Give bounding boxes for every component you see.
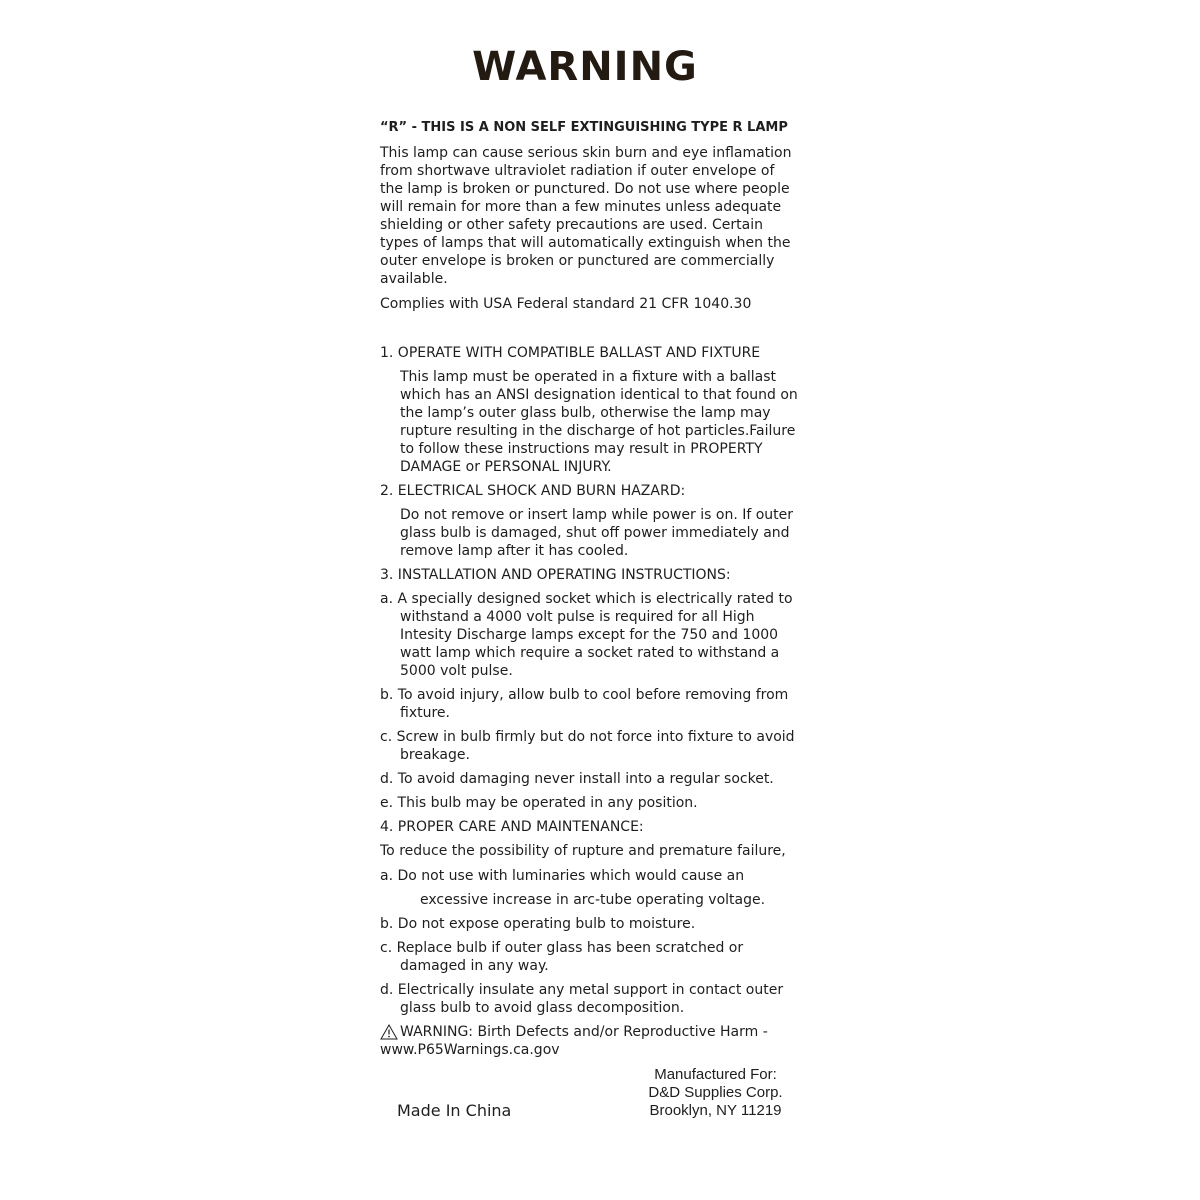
warning-content	[380, 119, 800, 1059]
manufacturer-address: Brooklyn, NY 11219	[649, 1102, 782, 1119]
section-4-intro: To reduce the possibility of rupture and premature failure,	[380, 843, 786, 859]
section-4-item-c: c. Replace bulb if outer glass has been scratched or damaged in any way.	[380, 940, 744, 974]
section-3-heading: 3. INSTALLATION AND OPERATING INSTRUCTIONS:	[380, 567, 731, 583]
prop65-warning	[380, 1023, 800, 1059]
section-4-item-a-line2: excessive increase in arc-tube operating voltage.	[420, 892, 766, 908]
section-2-heading: 2. ELECTRICAL SHOCK AND BURN HAZARD:	[380, 483, 686, 499]
section-2-body: Do not remove or insert lamp while power is on. If outer glass bulb is damaged, shut off power immediately and remove lamp after it has cooled.	[400, 507, 794, 559]
intro-paragraph: This lamp can cause serious skin burn and eye inflamation from shortwave ultraviolet radiation if outer envelope of the lamp is broken or punctured. Do not use where people will remain for more than a few minutes unless adequate shielding or other safety precautions are used. Certain types of lamps that will automatically extinguish when the outer envelope is broken or punctured are commercially available.	[380, 145, 792, 287]
section-3-item-a: a. A specially designed socket which is electrically rated to withstand a 4000 volt pulse is required for all High Intesity Discharge lamps except for the 750 and 1000 watt lamp which require a socket rated to withstand a 5000 volt pulse.	[380, 591, 793, 679]
section-3-item-b: b. To avoid injury, allow bulb to cool before removing from fixture.	[380, 687, 789, 721]
section-4-item-b: b. Do not expose operating bulb to moisture.	[380, 916, 696, 932]
made-in-label: Made In China	[397, 1101, 512, 1120]
manufacturer-heading: Manufactured For:	[654, 1066, 777, 1083]
warning-triangle-icon	[380, 1024, 398, 1040]
section-1-heading: 1. OPERATE WITH COMPATIBLE BALLAST AND FIXTURE	[380, 345, 761, 361]
prop65-url[interactable]: www.P65Warnings.ca.gov	[380, 1042, 560, 1058]
lamp-type-heading: “R” - THIS IS A NON SELF EXTINGUISHING TYPE R LAMP	[380, 120, 788, 135]
section-1-body: This lamp must be operated in a fixture with a ballast which has an ANSI designation identical to that found on the lamp’s outer glass bulb, otherwise the lamp may rupture resulting in the discharge of hot particles.Failure to follow these instructions may result in PROPERTY DAMAGE or PERSONAL INJURY.	[400, 369, 798, 475]
section-3-item-c: c. Screw in bulb firmly but do not force into fixture to avoid breakage.	[380, 729, 795, 763]
section-4-heading: 4. PROPER CARE AND MAINTENANCE:	[380, 819, 644, 835]
prop65-text: WARNING: Birth Defects and/or Reproductive Harm -	[400, 1024, 768, 1040]
section-4-item-a	[380, 867, 800, 909]
page-title: WARNING	[472, 44, 698, 90]
manufacturer-block	[638, 1066, 793, 1120]
spacer	[380, 320, 800, 344]
section-4-item-a-line1: a. Do not use with luminaries which would cause an	[380, 868, 745, 884]
section-3-item-e: e. This bulb may be operated in any position.	[380, 795, 698, 811]
compliance-statement: Complies with USA Federal standard 21 CFR 1040.30	[380, 296, 752, 312]
manufacturer-name: D&D Supplies Corp.	[648, 1084, 783, 1101]
section-3-item-d: d. To avoid damaging never install into a regular socket.	[380, 771, 774, 787]
section-4-item-d: d. Electrically insulate any metal support in contact outer glass bulb to avoid glass decomposition.	[380, 982, 784, 1016]
